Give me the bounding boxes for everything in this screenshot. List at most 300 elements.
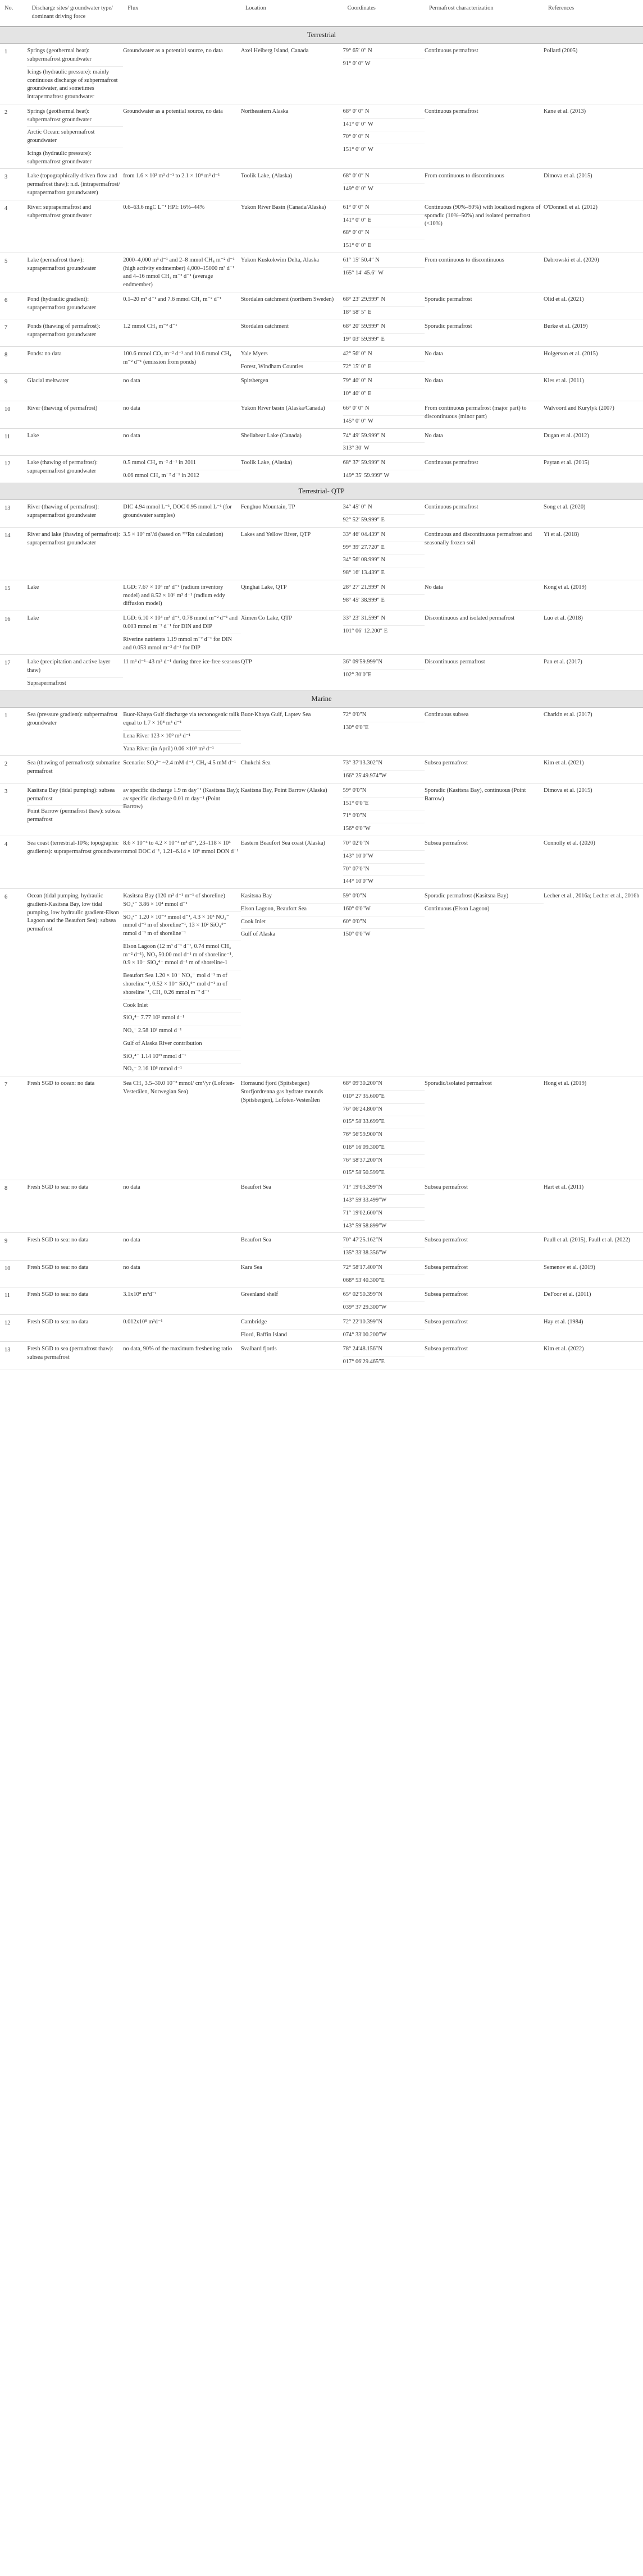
location-cell: [241, 200, 343, 253]
flux-line: Scenario: SO₄²⁻ ~2.4 mM d⁻¹, CH₄-4.5 mM d⁻¹: [123, 760, 236, 767]
discharge-sites-line: Fresh SGD to sea (permafrost thaw): subsea permafrost: [27, 1346, 113, 1361]
flux-line: 0.06 mmol CH₄ m⁻² d⁻¹ in 2012: [123, 472, 199, 479]
section-row: [0, 26, 643, 44]
location-line: Svalbard fjords: [240, 1346, 277, 1353]
permafrost-cell: [425, 374, 544, 401]
row-number: 10: [0, 1260, 27, 1287]
discharge-sites-cell: [27, 44, 123, 104]
coordinates-cell: [343, 708, 425, 756]
coordinates-line: 135° 33′38.356″W: [343, 1250, 387, 1257]
flux-line: Kasitsna Bay (120 m³ d⁻¹ m⁻¹ of shoreline) SO₄²⁻ 3.86 × 10⁴ mmol d⁻¹: [123, 889, 241, 912]
flux-line: DIC 4.94 mmol L⁻¹, DOC 0.95 mmol L⁻¹ (for groundwater samples): [123, 504, 232, 519]
discharge-sites-line: Fresh SGD to sea: no data: [27, 1237, 89, 1244]
location-cell: [241, 401, 343, 429]
permafrost-cell: [425, 1287, 544, 1315]
references-cell: [544, 1287, 643, 1315]
coordinates-line: 141° 0′ 0″ E: [343, 215, 425, 228]
discharge-sites-cell: [27, 1233, 123, 1261]
header-permafrost: Permafrost characterization: [425, 0, 544, 26]
flux-line: no data: [123, 378, 140, 384]
discharge-sites-cell: [27, 500, 123, 528]
references-line: Dimova et al. (2015): [544, 787, 592, 794]
references-cell: [544, 1342, 643, 1369]
location-cell: [241, 500, 343, 528]
references-cell: [544, 708, 643, 756]
location-line: QTP: [240, 659, 252, 666]
row-number: 6: [0, 889, 27, 1076]
table-row: [0, 889, 643, 1076]
references-cell: [544, 889, 643, 1076]
coordinates-cell: [343, 200, 425, 253]
coordinates-cell: [343, 428, 425, 456]
discharge-sites-line: Icings (hydraulic pressure): subpermafrost groundwater: [27, 150, 92, 165]
table-row: [0, 1314, 643, 1342]
location-line: Spitsbergen: [240, 378, 268, 384]
coordinates-line: 34° 45′ 0″ N: [343, 500, 425, 515]
table-row: [0, 1180, 643, 1233]
location-line: Yukon River basin (Alaska/Canada): [240, 405, 325, 412]
flux-cell: [123, 44, 241, 104]
references-cell: [544, 200, 643, 253]
permafrost-cell: [425, 44, 544, 104]
flux-line: NO₃⁻ 2.16 10⁸ mmol d⁻¹: [123, 1066, 183, 1072]
permafrost-line: No data: [425, 432, 443, 439]
permafrost-line: From continuous to discontinuous: [425, 173, 504, 180]
permafrost-line: From continuous to discontinuous: [425, 256, 504, 263]
coordinates-line: 68° 0′ 0″ N: [343, 104, 425, 119]
permafrost-line: Subsea permafrost: [425, 1318, 468, 1325]
discharge-sites-line: Fresh SGD to ocean: no data: [27, 1080, 95, 1087]
coordinates-line: 144° 10′0″W: [343, 878, 373, 885]
flux-cell: [123, 169, 241, 200]
coordinates-line: 68° 20′ 59.999″ N: [343, 319, 425, 334]
location-line: Toolik Lake, (Alaska): [240, 460, 293, 466]
coordinates-line: 313° 30′ W: [343, 445, 370, 452]
flux-line: no data: [123, 1237, 140, 1244]
coordinates-line: 015° 58′50.599″E: [343, 1170, 385, 1176]
table-row: [0, 253, 643, 292]
discharge-sites-line: River: suprapermafrost and subpermafrost groundwater: [27, 204, 92, 219]
references-cell: [544, 428, 643, 456]
section-title: Terrestrial: [0, 26, 643, 44]
references-line: Kong et al. (2019): [544, 584, 587, 590]
coordinates-line: 78° 24′48.156″N: [343, 1342, 425, 1356]
permafrost-line: Continuous permafrost: [425, 48, 478, 54]
references-line: Paytan et al. (2015): [544, 460, 590, 466]
references-cell: [544, 1180, 643, 1233]
discharge-sites-line: Fresh SGD to sea: no data: [27, 1184, 89, 1191]
discharge-sites-cell: [27, 401, 123, 429]
location-cell: [241, 1314, 343, 1342]
flux-cell: [123, 1342, 241, 1369]
permafrost-cell: [425, 1342, 544, 1369]
coordinates-cell: [343, 44, 425, 104]
flux-cell: [123, 200, 241, 253]
coordinates-line: 70° 47′25.162″N: [343, 1233, 425, 1248]
permafrost-line: Subsea permafrost: [425, 1184, 468, 1191]
coordinates-line: 149° 0′ 0″ W: [343, 186, 373, 192]
permafrost-cell: [425, 346, 544, 374]
references-line: Paull et al. (2015), Paull et al. (2022): [544, 1237, 631, 1244]
flux-line: Gulf of Alaska River contribution: [123, 1038, 241, 1051]
flux-line: Yana River (in April) 0.06 ×10⁹ m³ d⁻¹: [123, 745, 214, 752]
coordinates-line: 143° 59′33.499″W: [343, 1195, 425, 1208]
location-line: Hornsund fjord (Spitsbergen) Storfjordrenna gas hydrate mounds (Spitsbergen), Lofoten-Vesterålen: [240, 1080, 323, 1103]
coordinates-line: 59° 0′0″N: [343, 889, 425, 904]
permafrost-line: Subsea permafrost: [425, 840, 468, 847]
discharge-sites-cell: [27, 1076, 123, 1180]
discharge-sites-line: River (thawing of permafrost): [27, 405, 98, 412]
table-row: [0, 611, 643, 655]
discharge-sites-line: Lake: [27, 584, 39, 590]
flux-cell: [123, 611, 241, 655]
coordinates-line: 72° 58′17.400″N: [343, 1261, 425, 1275]
flux-cell: [123, 1314, 241, 1342]
discharge-sites-cell: [27, 428, 123, 456]
location-cell: [241, 346, 343, 374]
permafrost-cell: [425, 253, 544, 292]
coordinates-line: 72° 15′ 0″ E: [343, 363, 372, 370]
discharge-sites-line: Lake: [27, 432, 39, 439]
flux-line: Riverine nutrients 1.19 mmol m⁻² d⁻¹ for DIN and 0.053 mmol m⁻² d⁻¹ for DIP: [123, 636, 232, 651]
coordinates-line: 28° 27′ 21.999″ N: [343, 580, 425, 595]
coordinates-cell: [343, 169, 425, 200]
flux-cell: [123, 889, 241, 1076]
references-cell: [544, 783, 643, 836]
coordinates-line: 33° 23′ 31.599″ N: [343, 611, 425, 626]
references-cell: [544, 611, 643, 655]
discharge-sites-cell: [27, 756, 123, 783]
coordinates-line: 36° 09′59.999″N: [343, 655, 425, 670]
location-line: Toolik Lake, (Alaska): [240, 173, 293, 180]
flux-line: 1.2 mmol CH₄ m⁻² d⁻¹: [123, 323, 177, 330]
row-number: 3: [0, 783, 27, 836]
coordinates-line: 61° 15′ 50.4″ N: [343, 253, 425, 268]
header-references: References: [544, 0, 643, 26]
references-line: Luo et al. (2018): [544, 615, 583, 622]
references-line: Dabrowski et al. (2020): [544, 256, 599, 263]
coordinates-cell: [343, 527, 425, 580]
location-line: Yale Myers: [241, 347, 343, 361]
coordinates-cell: [343, 1342, 425, 1369]
references-line: Kim et al. (2021): [544, 760, 584, 767]
row-number: 11: [0, 428, 27, 456]
discharge-sites-line: Fresh SGD to sea: no data: [27, 1291, 89, 1298]
flux-cell: [123, 1260, 241, 1287]
permafrost-cell: [425, 292, 544, 319]
discharge-sites-line: Ocean (tidal pumping, hydraulic gradient-Kasitsna Bay, low tidal pumping, low hydraulic gradient-Elson Lagoon and the Beaufort Sea): subsea permafrost: [27, 893, 119, 933]
coordinates-line: 72° 22′10.399″N: [343, 1315, 425, 1330]
row-number: 2: [0, 756, 27, 783]
coordinates-line: 91° 0′ 0″ W: [343, 61, 371, 67]
location-cell: [241, 1233, 343, 1261]
location-line: Ximen Co Lake, QTP: [240, 615, 293, 622]
flux-line: Groundwater as a potential source, no data: [123, 108, 223, 114]
references-line: Charkin et al. (2017): [544, 712, 592, 718]
location-line: Stordalen catchment (northern Sweden): [240, 296, 334, 302]
row-number: 7: [0, 1076, 27, 1180]
permafrost-cell: [425, 1076, 544, 1180]
table-row: [0, 783, 643, 836]
table-header-row: [0, 0, 643, 26]
flux-line: no data: [123, 1184, 140, 1191]
flux-line: Beaufort Sea 1.20 × 10⁻ NO₃⁻ mol d⁻¹ m of shoreline⁻¹, 0.52 × 10⁻ SiO₄⁴⁻ mol d⁻¹ m of shoreline⁻¹, CH₄ 0.26 mmol m⁻² d⁻¹: [123, 970, 241, 1000]
flux-line: no data: [123, 405, 140, 412]
discharge-sites-line: River and lake (thawing of permafrost): suprapermafrost groundwater: [27, 531, 120, 546]
coordinates-cell: [343, 1233, 425, 1261]
coordinates-cell: [343, 104, 425, 169]
flux-cell: [123, 428, 241, 456]
permafrost-cell: [425, 200, 544, 253]
flux-cell: [123, 783, 241, 836]
table-row: [0, 374, 643, 401]
row-number: 15: [0, 580, 27, 611]
flux-cell: [123, 580, 241, 611]
flux-line: no data: [123, 1264, 140, 1271]
table-row: [0, 1342, 643, 1369]
flux-line: LGD: 6.10 × 10⁴ m³ d⁻¹, 0.78 mmol m⁻² d⁻¹ and 0.003 mmol m⁻² d⁻¹ for DIN and DIP: [123, 611, 241, 634]
coordinates-line: 66° 0′ 0″ N: [343, 401, 425, 416]
coordinates-line: 98° 16′ 13.439″ E: [343, 570, 385, 576]
flux-line: 3.1x10⁸ m³d⁻¹: [123, 1291, 157, 1298]
coordinates-line: 60° 0′0″N: [343, 916, 425, 929]
location-cell: [241, 708, 343, 756]
references-line: Hay et al. (1984): [544, 1318, 583, 1325]
permafrost-line: Discontinuous and isolated permafrost: [425, 615, 515, 622]
row-number: 10: [0, 401, 27, 429]
discharge-sites-line: Point Barrow (permafrost thaw): subsea permafrost: [27, 808, 121, 823]
references-cell: [544, 756, 643, 783]
permafrost-line: Continuous permafrost: [425, 108, 478, 114]
coordinates-line: 65° 02′50.399″N: [343, 1287, 425, 1302]
coordinates-line: 130° 0′0″E: [343, 725, 369, 731]
coordinates-line: 160° 0′0″W: [343, 904, 425, 916]
flux-line: Groundwater as a potential source, no data: [123, 48, 223, 54]
table-row: [0, 655, 643, 690]
location-line: Chukchi Sea: [240, 760, 271, 767]
permafrost-line: Continuous permafrost: [425, 460, 478, 466]
references-cell: [544, 1260, 643, 1287]
coordinates-line: 010° 27′35.600″E: [343, 1091, 425, 1104]
table-row: [0, 527, 643, 580]
permafrost-line: No data: [425, 378, 443, 384]
discharge-sites-cell: [27, 655, 123, 690]
permafrost-line: Subsea permafrost: [425, 1264, 468, 1271]
references-cell: [544, 253, 643, 292]
header-flux: Flux: [123, 0, 241, 26]
row-number: 4: [0, 200, 27, 253]
table-row: [0, 836, 643, 889]
row-number: 3: [0, 169, 27, 200]
coordinates-line: 143° 59′58.899″W: [343, 1222, 387, 1229]
coordinates-line: 79° 65′ 0″ N: [343, 44, 425, 58]
flux-cell: [123, 456, 241, 483]
table-row: [0, 708, 643, 756]
coordinates-cell: [343, 580, 425, 611]
section-title: Terrestrial- QTP: [0, 483, 643, 500]
location-line: Beaufort Sea: [240, 1184, 271, 1191]
location-line: Yukon Kuskokwim Delta, Alaska: [240, 256, 319, 263]
references-line: O'Donnell et al. (2012): [544, 204, 598, 210]
coordinates-cell: [343, 1287, 425, 1315]
permafrost-cell: [425, 169, 544, 200]
coordinates-line: 151° 0′ 0″ W: [343, 146, 373, 153]
row-number: 9: [0, 374, 27, 401]
discharge-sites-cell: [27, 1287, 123, 1315]
coordinates-line: 42° 56′ 0″ N: [343, 347, 425, 361]
coordinates-line: 143° 10′0″W: [343, 851, 425, 864]
coordinates-cell: [343, 655, 425, 690]
references-line: Olid et al. (2021): [544, 296, 584, 302]
flux-cell: [123, 836, 241, 889]
table-row: [0, 319, 643, 347]
discharge-sites-cell: [27, 200, 123, 253]
permafrost-cell: [425, 319, 544, 347]
references-line: Kane et al. (2013): [544, 108, 586, 114]
coordinates-cell: [343, 889, 425, 1076]
flux-cell: [123, 374, 241, 401]
coordinates-line: 068° 53′40.300″E: [343, 1277, 385, 1284]
location-cell: [241, 169, 343, 200]
row-number: 8: [0, 346, 27, 374]
coordinates-line: 59° 0′0″N: [343, 783, 425, 798]
discharge-sites-line: Fresh SGD to sea: no data: [27, 1318, 89, 1325]
coordinates-cell: [343, 783, 425, 836]
references-cell: [544, 836, 643, 889]
permafrost-cell: [425, 580, 544, 611]
coordinates-cell: [343, 346, 425, 374]
coordinates-line: 68° 0′ 0″ N: [343, 227, 425, 240]
flux-line: 0.6–63.6 mgC L⁻¹ HPI: 16%–44%: [123, 204, 205, 210]
location-line: Cambridge: [241, 1315, 343, 1330]
location-cell: [241, 104, 343, 169]
location-line: Eastern Beaufort Sea coast (Alaska): [240, 840, 325, 847]
flux-line: no data: [123, 432, 140, 439]
table-row: [0, 1076, 643, 1180]
references-cell: [544, 169, 643, 200]
header-coordinates: Coordinates: [343, 0, 425, 26]
permafrost-cell: [425, 611, 544, 655]
table-row: [0, 401, 643, 429]
coordinates-line: 102° 30′0″E: [343, 672, 372, 679]
location-cell: [241, 428, 343, 456]
references-line: Yi et al. (2018): [544, 531, 579, 538]
flux-cell: [123, 1233, 241, 1261]
flux-cell: [123, 708, 241, 756]
discharge-sites-cell: [27, 708, 123, 756]
discharge-sites-line: Sea (pressure gradient): subpermafrost groundwater: [27, 712, 118, 727]
location-line: Shellabear Lake (Canada): [240, 432, 302, 439]
flux-cell: [123, 104, 241, 169]
references-line: Song et al. (2020): [544, 504, 586, 511]
discharge-sites-line: Suprapermafrost: [27, 680, 66, 686]
discharge-sites-cell: [27, 889, 123, 1076]
row-number: 17: [0, 655, 27, 690]
location-line: Northeastern Alaska: [240, 108, 289, 114]
permafrost-cell: [425, 500, 544, 528]
flux-cell: [123, 401, 241, 429]
location-line: Cook Inlet: [241, 916, 343, 929]
coordinates-line: 151° 0′ 0″ E: [343, 242, 372, 249]
row-number: 2: [0, 104, 27, 169]
location-line: Axel Heiberg Island, Canada: [240, 48, 309, 54]
permafrost-line: Subsea permafrost: [425, 760, 468, 767]
permafrost-cell: [425, 1233, 544, 1261]
flux-line: SO₄²⁻ 1.20 × 10⁻³ mmol d⁻¹, 4.3 × 10³ NO₃⁻ mmol d⁻¹ m of shoreline⁻¹, 13 × 10² SiO₄⁴⁻ mmol d⁻¹ m of shoreline⁻¹: [123, 912, 241, 941]
row-number: 12: [0, 456, 27, 483]
location-cell: [241, 783, 343, 836]
row-number: 5: [0, 253, 27, 292]
permafrost-cell: [425, 1314, 544, 1342]
permafrost-cell: [425, 456, 544, 483]
location-cell: [241, 44, 343, 104]
permafrost-cell: [425, 1260, 544, 1287]
discharge-sites-line: Kasitsna Bay (tidal pumping): subsea permafrost: [27, 783, 123, 806]
location-line: Fiord, Baffin Island: [240, 1331, 287, 1338]
location-cell: [241, 527, 343, 580]
coordinates-line: 150° 0′0″W: [343, 931, 371, 938]
permafrost-line: Sporadic/isolated permafrost: [425, 1080, 492, 1087]
coordinates-cell: [343, 374, 425, 401]
location-cell: [241, 836, 343, 889]
discharge-sites-line: Lake (thawing of permafrost): suprapermafrost groundwater: [27, 460, 98, 474]
location-line: Yukon River Basin (Canada/Alaska): [240, 204, 326, 210]
permafrost-line: Subsea permafrost: [425, 1346, 468, 1353]
location-cell: [241, 580, 343, 611]
location-cell: [241, 1180, 343, 1233]
location-line: Kara Sea: [240, 1264, 262, 1271]
references-line: Holgerson et al. (2015): [544, 350, 598, 357]
permafrost-cell: [425, 756, 544, 783]
discharge-sites-cell: [27, 783, 123, 836]
permafrost-cell: [425, 889, 544, 1076]
references-cell: [544, 104, 643, 169]
flux-line: SiO₄⁴⁻ 7.77 10² mmol d⁻¹: [123, 1012, 241, 1025]
location-cell: [241, 889, 343, 1076]
references-line: DeFoor et al. (2011): [544, 1291, 591, 1298]
coordinates-line: 68° 23′ 29.999″ N: [343, 292, 425, 307]
section-row: [0, 690, 643, 708]
flux-line: LGD: 7.67 × 10⁶ m³ d⁻¹ (radium inventory model) and 8.52 × 10⁶ m³ d⁻¹ (radium eddy diffusion model): [123, 584, 225, 607]
coordinates-cell: [343, 1314, 425, 1342]
location-line: Kasitsna Bay: [241, 889, 343, 904]
table-row: [0, 500, 643, 528]
flux-cell: [123, 253, 241, 292]
location-line: Fenghuo Mountain, TP: [240, 504, 295, 511]
discharge-sites-cell: [27, 1180, 123, 1233]
coordinates-line: 015° 58′33.699″E: [343, 1116, 425, 1129]
coordinates-cell: [343, 292, 425, 319]
permafrost-line: Discontinuous permafrost: [425, 659, 485, 666]
table-row: [0, 580, 643, 611]
row-number: 4: [0, 836, 27, 889]
header-discharge-sites: Discharge sites/ groundwater type/ dominant driving force: [27, 0, 123, 26]
coordinates-line: 76° 58′37.200″N: [343, 1155, 425, 1168]
discharge-sites-line: Icings (hydraulic pressure): mainly continuous discharge of subpermafrost groundwater, and sometimes intrapermafrost groundwater: [27, 68, 118, 100]
location-line: Elson Lagoon, Beaufort Sea: [241, 904, 343, 916]
discharge-sites-cell: [27, 169, 123, 200]
flux-line: from 1.6 × 10³ m³ d⁻¹ to 2.1 × 10⁴ m³ d⁻¹: [123, 173, 220, 180]
location-cell: [241, 253, 343, 292]
section-title: Marine: [0, 690, 643, 708]
coordinates-cell: [343, 456, 425, 483]
coordinates-line: 039° 37′29.300″W: [343, 1304, 387, 1311]
flux-cell: [123, 756, 241, 783]
discharge-sites-line: Lake (precipitation and active layer thaw): [27, 655, 123, 678]
references-cell: [544, 319, 643, 347]
coordinates-line: 156° 0′0″W: [343, 826, 371, 832]
coordinates-line: 79° 40′ 0″ N: [343, 374, 425, 388]
